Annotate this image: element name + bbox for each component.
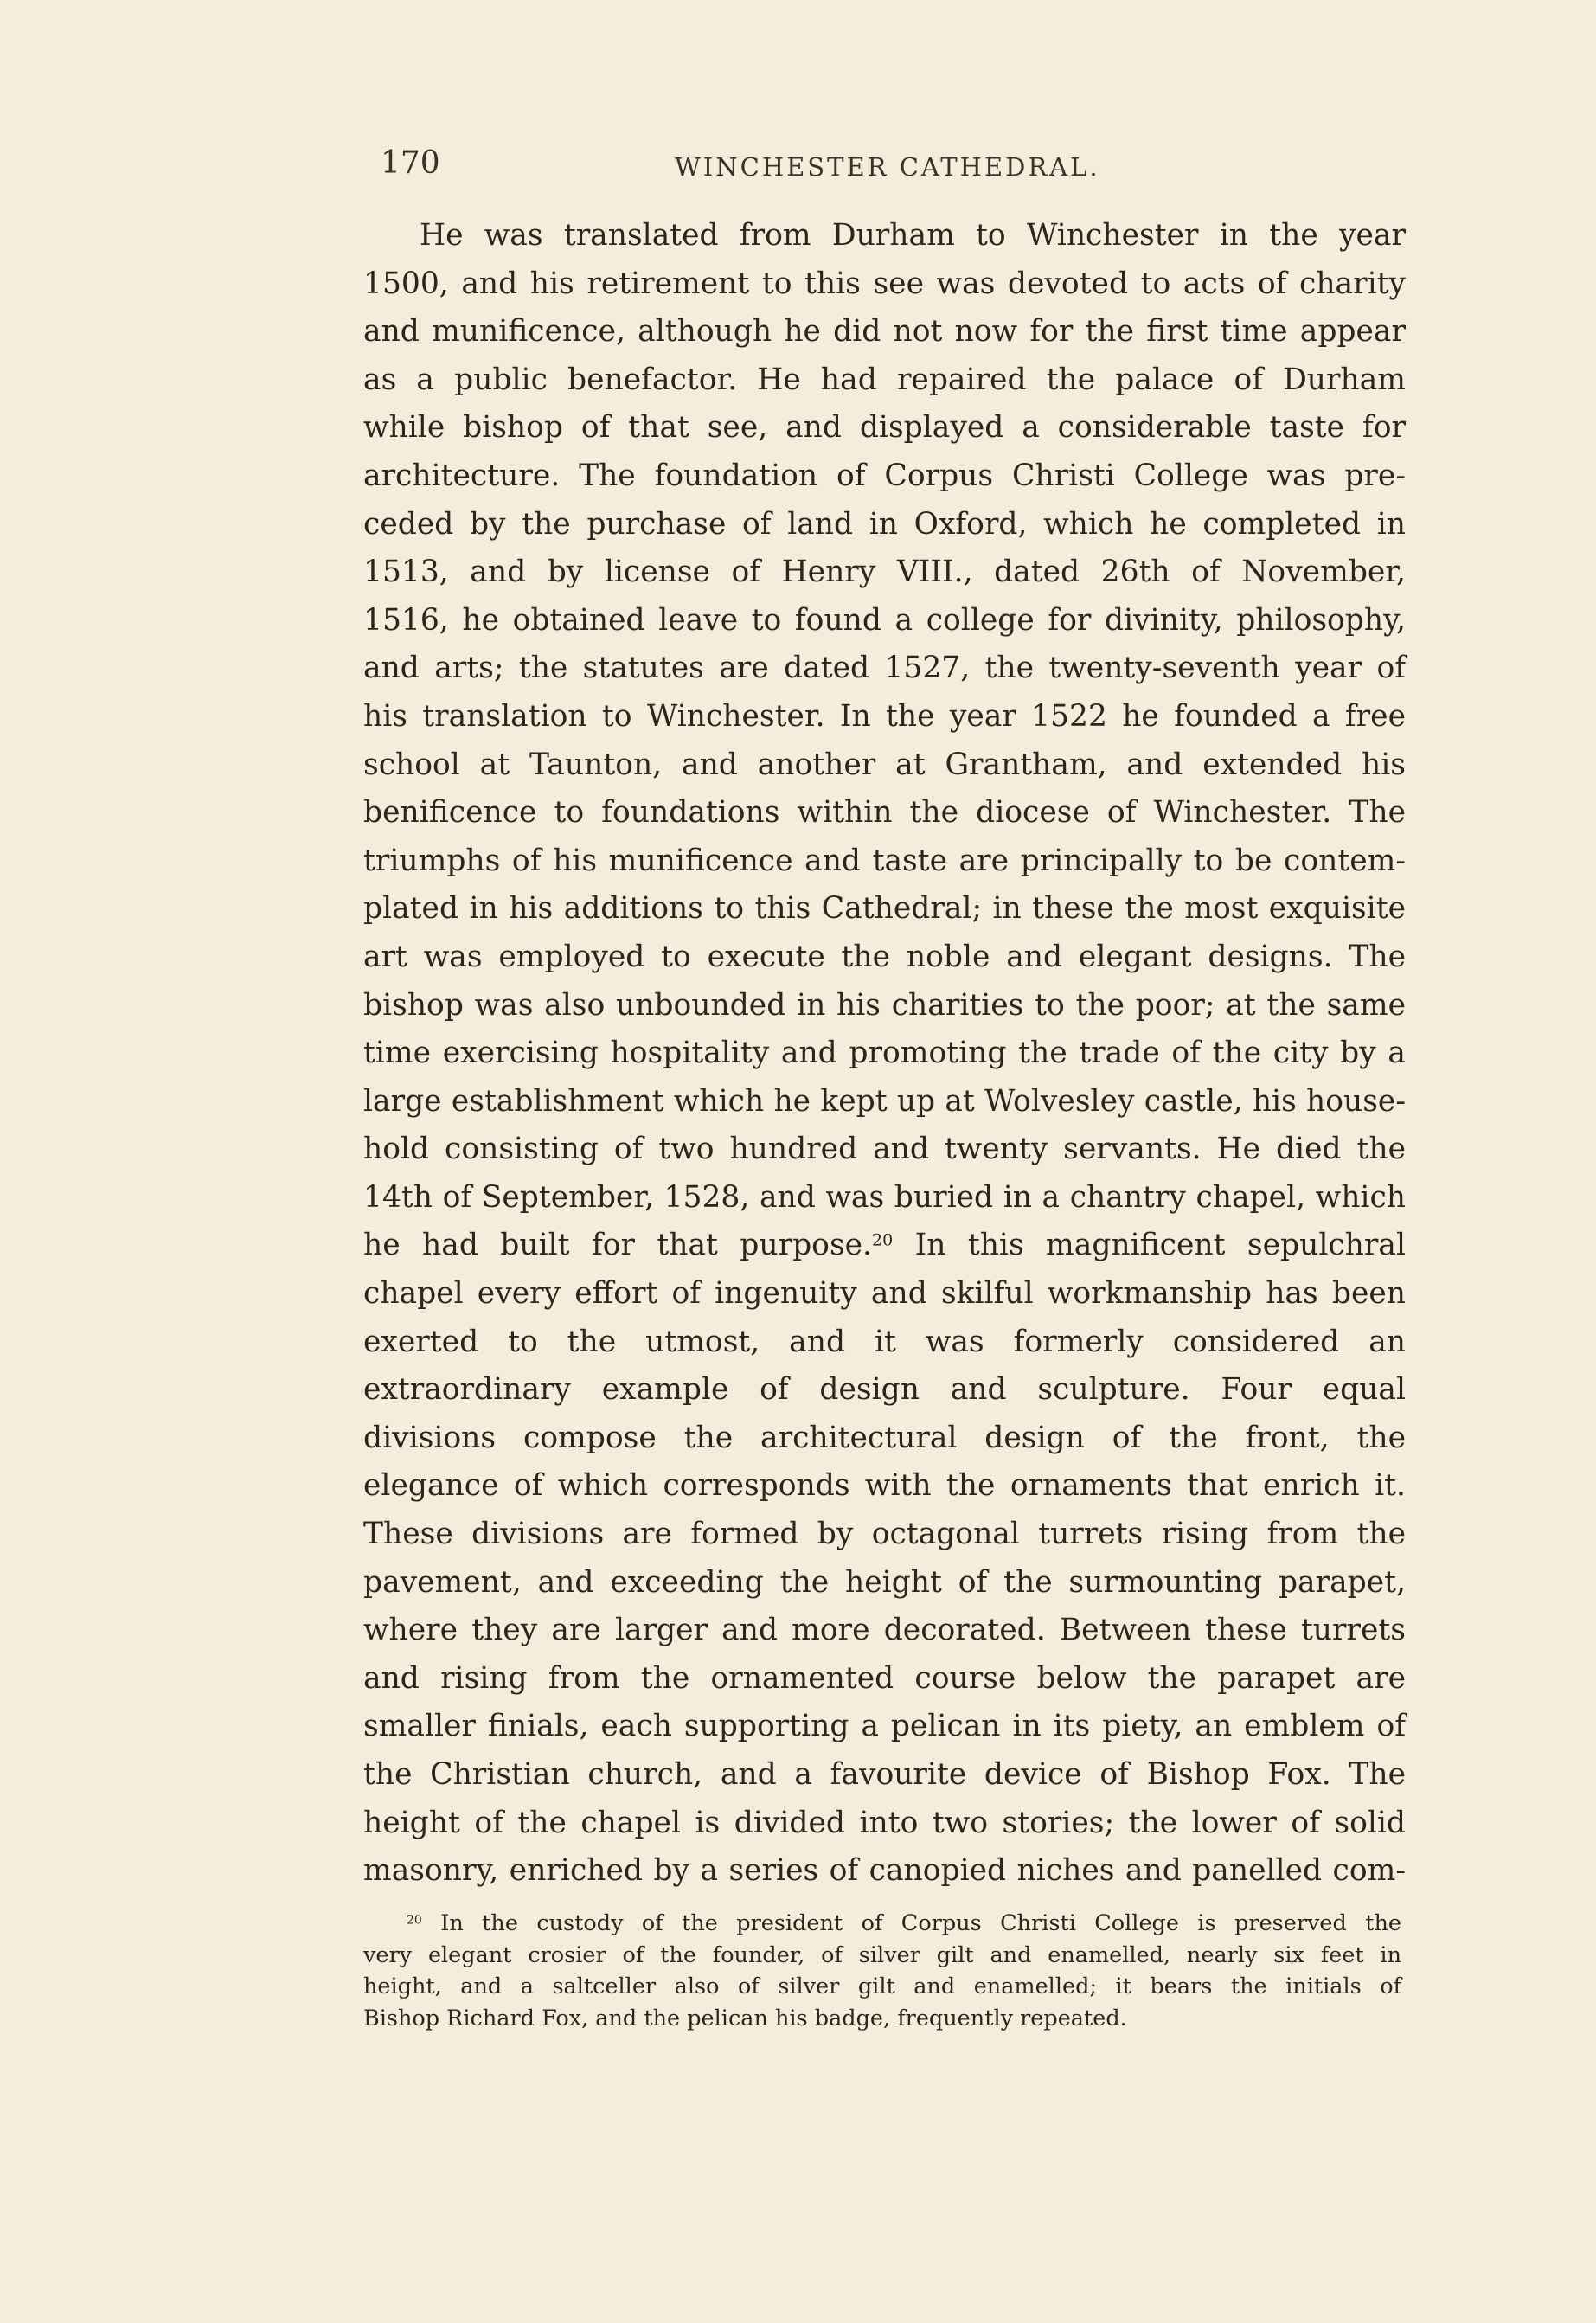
text-line: height of the chapel is divided into two stories; the lower of solid xyxy=(363,1805,1406,1840)
footnote-line: height, and a saltceller also of silver gilt and enamelled; it bears the initials of xyxy=(363,1973,1401,1999)
text-line: smaller finials, each supporting a pelican in its piety, an emblem of xyxy=(363,1709,1406,1744)
text-line: pavement, and exceeding the height of the surmounting parapet, xyxy=(363,1564,1406,1600)
text-line: school at Taunton, and another at Grantham, and extended his xyxy=(363,747,1406,782)
text-line: 14th of September, 1528, and was buried in a chantry chapel, which xyxy=(363,1179,1406,1215)
text-line: 1500, and his retirement to this see was devoted to acts of charity xyxy=(363,266,1406,301)
text-line-with-footnote-ref xyxy=(363,1222,1406,1270)
text-line: 1513, and by license of Henry VIII., dated 26th of November, xyxy=(363,555,1406,590)
footnote-text: In the custody of the president of Corpus Christi College is preserved the xyxy=(440,1910,1402,1936)
text-line: while bishop of that see, and displayed a considerable taste for xyxy=(363,410,1406,446)
text-line: large establishment which he kept up at Wolvesley castle, his house- xyxy=(363,1083,1406,1119)
footnote-line: Bishop Richard Fox, and the pelican his badge, frequently repeated. xyxy=(363,2005,1127,2031)
text-line: the Christian church, and a favourite device of Bishop Fox. The xyxy=(363,1757,1406,1792)
text-line: chapel every effort of ingenuity and skilful workmanship has been xyxy=(363,1276,1406,1312)
text-line: These divisions are formed by octagonal turrets rising from the xyxy=(363,1517,1406,1552)
body-text xyxy=(363,212,1406,1896)
footnote-reference: 20 xyxy=(872,1231,894,1251)
text-line: exerted to the utmost, and it was formerly considered an xyxy=(363,1324,1406,1359)
text-line: divisions compose the architectural design of the front, the xyxy=(363,1420,1406,1455)
text-line: He was translated from Durham to Winchester in the year xyxy=(420,218,1406,253)
text-line: and rising from the ornamented course below the parapet are xyxy=(363,1660,1406,1696)
text-line: triumphs of his munificence and taste are principally to be contem- xyxy=(363,843,1406,878)
text-line: ceded by the purchase of land in Oxford, which he completed in xyxy=(363,506,1406,542)
text-line: hold consisting of two hundred and twenty servants. He died the xyxy=(363,1132,1406,1167)
text-line: benificence to foundations within the diocese of Winchester. The xyxy=(363,795,1406,831)
footnote-marker: 20 xyxy=(407,1913,422,1928)
text-line: where they are larger and more decorated. Between these turrets xyxy=(363,1613,1406,1648)
text-segment: In this magnificent sepulchral xyxy=(914,1228,1406,1263)
text-line: 1516, he obtained leave to found a college for divinity, philosophy, xyxy=(363,602,1406,638)
page-number: 170 xyxy=(381,145,440,181)
text-line: as a public benefactor. He had repaired the palace of Durham xyxy=(363,362,1406,397)
text-line: bishop was also unbounded in his charities to the poor; at the same xyxy=(363,987,1406,1023)
text-segment: he had built for that purpose. xyxy=(363,1228,873,1263)
text-line: elegance of which corresponds with the ornaments that enrich it. xyxy=(363,1468,1406,1504)
text-line: art was employed to execute the noble and elegant designs. The xyxy=(363,939,1406,974)
footnote-line xyxy=(363,1908,1401,1940)
text-line: extraordinary example of design and sculpture. Four equal xyxy=(363,1372,1406,1408)
page-header xyxy=(363,145,1401,189)
footnotes xyxy=(363,1908,1401,2034)
footnote-line: very elegant crosier of the founder, of silver gilt and enamelled, nearly six feet in xyxy=(363,1941,1401,1968)
text-line: masonry, enriched by a series of canopied niches and panelled com- xyxy=(363,1853,1406,1889)
text-line: and arts; the statutes are dated 1527, the twenty-seventh year of xyxy=(363,651,1406,686)
text-line: plated in his additions to this Cathedral; in these the most exquisite xyxy=(363,891,1406,927)
text-line: time exercising hospitality and promoting the trade of the city by a xyxy=(363,1036,1406,1071)
running-title: WINCHESTER CATHEDRAL. xyxy=(675,152,1100,182)
text-line: and munificence, although he did not now for the first time appear xyxy=(363,314,1406,350)
text-line: his translation to Winchester. In the year 1522 he founded a free xyxy=(363,698,1406,734)
text-line: architecture. The foundation of Corpus Christi College was pre- xyxy=(363,458,1406,493)
